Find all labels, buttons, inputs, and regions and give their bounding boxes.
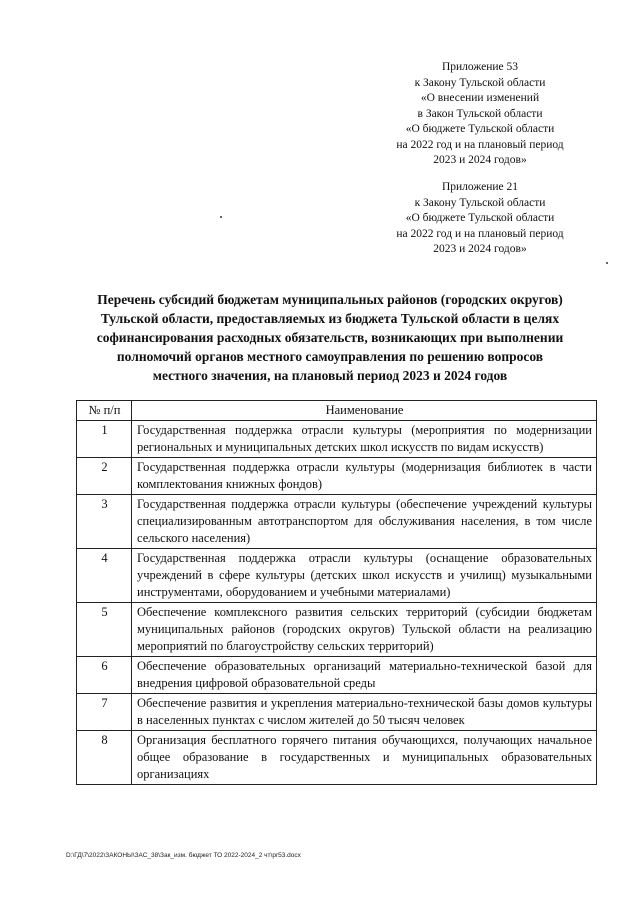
row-name: Обеспечение комплексного развития сельских территорий (субсидии бюджетам муниципальных районов (городских округов) Тульской области на реализацию мероприятий по благоустройству сельских территорий) [132,603,597,657]
appendix-21-line: 2023 и 2024 годов» [433,243,527,255]
appendix-21-block [360,180,600,258]
table-row [77,458,597,495]
document-title [60,290,600,385]
row-number: 1 [77,421,132,458]
row-number: 5 [77,603,132,657]
title-line: софинансирования расходных обязательств, возникающих при выполнении [96,330,564,345]
appendix-53-line: Приложение 53 [441,61,519,73]
row-name: Обеспечение образовательных организаций материально-технической базой для внедрения цифровой образовательной среды [132,657,597,694]
table-row [77,603,597,657]
table-row [77,694,597,731]
title-line: полномочий органов местного самоуправления по решению вопросов [116,349,544,364]
row-name: Государственная поддержка отрасли культуры (мероприятия по модернизации региональных и муниципальных детских школ искусств по видам искусств) [132,421,597,458]
appendix-53-line: 2023 и 2024 годов» [433,154,527,166]
row-number: 4 [77,549,132,603]
row-name: Государственная поддержка отрасли культуры (оснащение образовательных учреждений в сфере культуры (детских школ искусств и училищ) музыкальными инструментами, оборудованием и учебными материалами) [132,549,597,603]
appendix-53-line: на 2022 год и на плановый период [396,138,564,151]
row-name: Обеспечение развития и укрепления материально-технической базы домов культуры в населенных пунктах с числом жителей до 50 тысяч человек [132,694,597,731]
table-row [77,549,597,603]
header-name: Наименование [132,401,597,421]
file-path-footer: D:\ГД\7\2022\ЗАКОНЫ\ЗАС_38\Зак_изм. бюджет ТО 2022-2024_2 чт\pr53.docx [66,852,301,859]
table-row [77,495,597,549]
row-number: 8 [77,731,132,785]
appendix-21-line: «О бюджете Тульской области [405,212,555,224]
appendix-53-line: «О бюджете Тульской области [405,123,555,135]
row-number: 2 [77,458,132,495]
appendix-21-line: на 2022 год и на плановый период [396,227,564,240]
subsidies-table [76,400,597,785]
row-number: 7 [77,694,132,731]
title-line: местного значения, на плановый период 2023 и 2024 годов [152,368,508,383]
row-number: 6 [77,657,132,694]
appendix-53-block [360,60,600,169]
appendix-53-line: «О внесении изменений [420,92,540,104]
table-row [77,731,597,785]
scan-speck [220,216,222,218]
row-number: 3 [77,495,132,549]
table-row [77,657,597,694]
title-line: Перечень субсидий бюджетам муниципальных районов (городских округов) [97,292,563,307]
row-name: Государственная поддержка отрасли культуры (модернизация библиотек в части комплектования книжных фондов) [132,458,597,495]
table-row [77,421,597,458]
row-name: Государственная поддержка отрасли культуры (обеспечение учреждений культуры специализированным автотранспортом для обслуживания населения, в том числе сельского населения) [132,495,597,549]
appendix-53-line: в Закон Тульской области [417,107,543,120]
row-name: Организация бесплатного горячего питания обучающихся, получающих начальное общее образование в государственных и муниципальных образовательных организациях [132,731,597,785]
header-number: № п/п [77,401,132,421]
scan-speck [606,262,608,264]
table-header-row [77,401,597,421]
appendix-53-line: к Закону Тульской области [414,76,546,89]
appendix-21-line: Приложение 21 [441,181,519,193]
appendix-21-line: к Закону Тульской области [414,196,546,209]
title-line: Тульской области, предоставляемых из бюджета Тульской области в целях [100,311,560,326]
